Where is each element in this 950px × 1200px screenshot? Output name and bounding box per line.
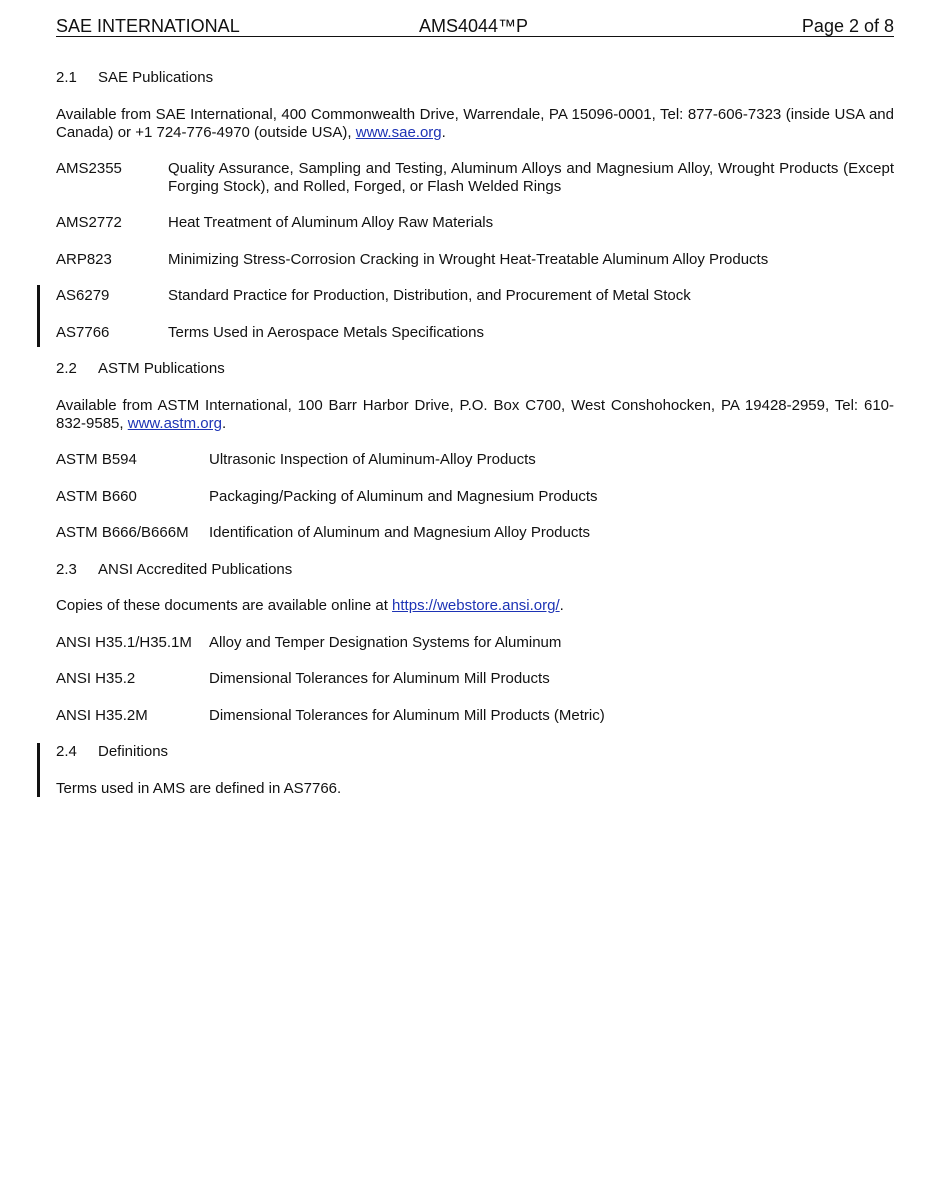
availability-text: Available from ASTM International, 100 Barr Harbor Drive, P.O. Box C700, West Conshohocken, PA 19428-2959, Tel: 610-832-9585,	[56, 397, 894, 432]
header-org: SAE INTERNATIONAL	[56, 16, 240, 36]
reference-code: ASTM B660	[56, 488, 137, 505]
section-title: Definitions	[98, 743, 169, 760]
section-number: 2.3	[56, 561, 77, 578]
section-number: 2.4	[56, 743, 77, 760]
availability-text: Copies of these documents are available online at	[56, 597, 393, 614]
reference-code: ANSI H35.2	[56, 670, 136, 687]
section-number: 2.1	[56, 69, 77, 86]
reference-code: AS7766	[56, 324, 110, 341]
reference-description: Terms Used in Aerospace Metals Specifications	[168, 324, 484, 341]
section-title: SAE Publications	[98, 69, 214, 86]
availability-text: Available from SAE International, 400 Commonwealth Drive, Warrendale, PA 15096-0001, Tel: 877-606-7323 (inside USA and Canada) or +1 724-776-4970 (outside USA),	[56, 106, 894, 141]
reference-code: ANSI H35.1/H35.1M	[56, 634, 192, 651]
reference-code: AMS2772	[56, 214, 122, 231]
reference-code: AS6279	[56, 287, 110, 304]
section-title: ASTM Publications	[98, 360, 225, 377]
reference-code: AMS2355	[56, 160, 122, 177]
section-number: 2.2	[56, 360, 77, 377]
reference-description: Identification of Aluminum and Magnesium Alloy Products	[209, 524, 591, 541]
availability-paragraph-sae: Available from SAE International, 400 Commonwealth Drive, Warrendale, PA 15096-0001, Tel: 877-606-7323 (inside USA and Canada) or +1 724-776-4970 (outside USA), www.sae.org.	[56, 106, 894, 141]
reference-description: Minimizing Stress-Corrosion Cracking in Wrought Heat-Treatable Aluminum Alloy Products	[168, 251, 769, 268]
ansi-webstore-link[interactable]: https://webstore.ansi.org/	[392, 597, 560, 614]
revision-change-bar	[37, 285, 40, 347]
reference-description: Dimensional Tolerances for Aluminum Mill Products	[209, 670, 550, 687]
reference-code: ASTM B666/B666M	[56, 524, 189, 541]
page-header	[56, 15, 894, 37]
reference-description: Ultrasonic Inspection of Aluminum-Alloy Products	[209, 451, 536, 468]
header-document-number: AMS4044™P	[419, 16, 529, 36]
availability-paragraph-ansi: Copies of these documents are available online at https://webstore.ansi.org/.	[56, 597, 564, 614]
reference-description: Packaging/Packing of Aluminum and Magnesium Products	[209, 488, 598, 505]
astm-website-link[interactable]: www.astm.org	[127, 415, 222, 432]
revision-change-bar	[37, 743, 40, 797]
reference-description: Alloy and Temper Designation Systems for Aluminum	[209, 634, 562, 651]
header-page-number: Page 2 of 8	[801, 16, 894, 36]
definitions-paragraph: Terms used in AMS are defined in AS7766.	[56, 780, 342, 797]
reference-code: ARP823	[56, 251, 112, 268]
section-title: ANSI Accredited Publications	[98, 561, 293, 578]
sae-website-link[interactable]: www.sae.org	[355, 124, 442, 141]
reference-code: ANSI H35.2M	[56, 707, 148, 724]
reference-code: ASTM B594	[56, 451, 137, 468]
reference-description: Quality Assurance, Sampling and Testing, Aluminum Alloys and Magnesium Alloy, Wrought Products (Except Forging Stock), and Rolled, Forged, or Flash Welded Rings	[168, 160, 894, 195]
reference-description: Standard Practice for Production, Distribution, and Procurement of Metal Stock	[168, 287, 691, 304]
reference-description: Heat Treatment of Aluminum Alloy Raw Materials	[168, 214, 494, 231]
availability-paragraph-astm: Available from ASTM International, 100 Barr Harbor Drive, P.O. Box C700, West Conshohocken, PA 19428-2959, Tel: 610-832-9585, www.astm.org.	[56, 397, 894, 432]
reference-description: Dimensional Tolerances for Aluminum Mill Products (Metric)	[209, 707, 605, 724]
